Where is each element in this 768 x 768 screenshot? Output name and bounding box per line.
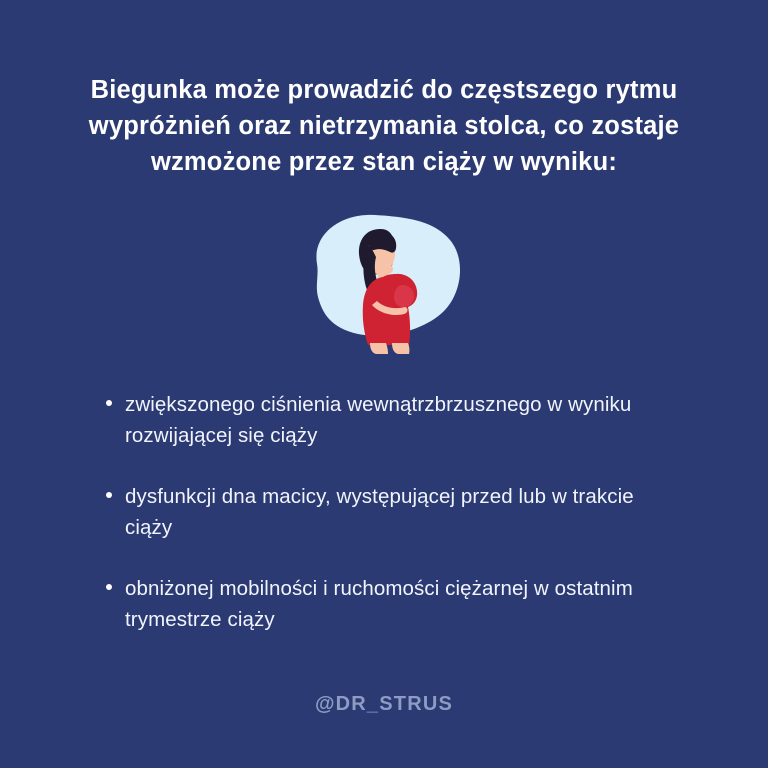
bullet-dot-icon bbox=[106, 492, 112, 498]
list-item bbox=[106, 573, 684, 635]
page-title: Biegunka może prowadzić do częstszego rytmu wypróżnień oraz nietrzymania stolca, co zostaje wzmożone przez stan ciąży w wyniku: bbox=[88, 76, 680, 177]
list-item-label: obniżonej mobilności i ruchomości ciężarnej w ostatnim trymestrze ciąży bbox=[125, 577, 633, 632]
pregnant-woman-illustration bbox=[284, 207, 484, 357]
bullet-dot-icon bbox=[106, 400, 112, 406]
bullet-list bbox=[84, 389, 684, 636]
list-item bbox=[106, 389, 684, 451]
list-item-label: dysfunkcji dna macicy, występującej przed lub w trakcie ciąży bbox=[125, 484, 634, 540]
pregnant-woman-icon bbox=[284, 207, 484, 357]
list-item bbox=[106, 481, 684, 543]
author-handle: @DR_STRUS bbox=[314, 693, 454, 715]
bullet-dot-icon bbox=[106, 584, 112, 590]
list-item-label: zwiększonego ciśnienia wewnątrzbrzusznego w wyniku rozwijającej się ciąży bbox=[125, 392, 632, 447]
